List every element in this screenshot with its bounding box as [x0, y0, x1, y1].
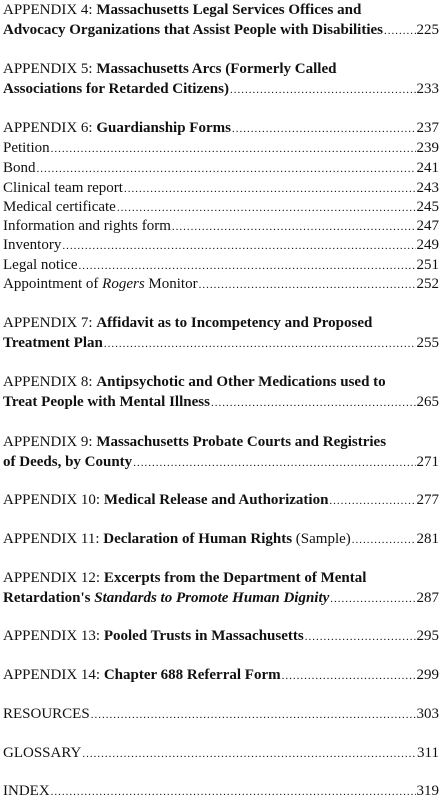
dot-leader	[199, 275, 416, 295]
toc-subentry-appointment-of-rogers-monitor	[3, 274, 439, 294]
appendix-number: APPENDIX 4:	[3, 2, 97, 18]
subentry-title: Appointment of Rogers Monitor	[3, 276, 198, 292]
dot-leader	[352, 530, 416, 550]
entry-title: Antipsychotic and Other Medications used to	[96, 374, 386, 390]
page-number: 239	[416, 140, 439, 156]
toc-entry-appendix-10	[3, 490, 439, 510]
entry-title: RESOURCES	[3, 706, 90, 722]
appendix-number: APPENDIX 13:	[3, 628, 104, 644]
page-number: 319	[416, 783, 439, 799]
subentry-title: Petition	[3, 140, 50, 156]
dot-leader	[232, 119, 416, 139]
page-number: 252	[416, 276, 439, 292]
appendix-number: APPENDIX 6:	[3, 120, 97, 136]
dot-leader	[51, 782, 416, 802]
entry-title-continued: Treat People with Mental Illness	[3, 394, 210, 410]
toc-entry-appendix-7	[3, 313, 439, 353]
page-number: 271	[416, 454, 439, 470]
appendix-number: APPENDIX 12:	[3, 570, 104, 586]
dot-leader	[282, 666, 416, 686]
page-number: 277	[416, 492, 439, 508]
page-number: 303	[416, 706, 439, 722]
toc-subentry-bond	[3, 158, 439, 178]
page-number: 299	[416, 667, 439, 683]
page-number: 245	[416, 199, 439, 215]
toc-subentry-medical-certificate	[3, 197, 439, 217]
subentry-title: Inventory	[3, 237, 62, 253]
toc-entry-resources	[3, 704, 439, 724]
toc-subentry-clinical-team-report	[3, 178, 439, 198]
page-number: 243	[416, 180, 439, 196]
appendix-number: APPENDIX 5:	[3, 61, 97, 77]
dot-leader	[79, 256, 416, 276]
toc-entry-appendix-9	[3, 432, 439, 472]
entry-title-continued: Retardation's Standards to Promote Human Dignity	[3, 590, 330, 606]
dot-leader	[37, 159, 416, 179]
appendix-number: APPENDIX 10:	[3, 492, 104, 508]
page-number: 311	[417, 745, 439, 761]
entry-title: GLOSSARY	[3, 745, 82, 761]
page-number: 225	[416, 22, 439, 38]
toc-entry-appendix-12	[3, 568, 439, 608]
dot-leader	[117, 198, 416, 218]
entry-title: Medical Release and Authorization	[103, 492, 329, 508]
entry-title-continued: Treatment Plan	[3, 335, 103, 351]
entry-title: Massachusetts Arcs (Formerly Called	[96, 61, 337, 77]
page-number: 233	[416, 81, 439, 97]
dot-leader	[211, 393, 416, 413]
entry-title: Massachusetts Legal Services Offices and	[96, 2, 362, 18]
toc-entry-index	[3, 781, 439, 801]
dot-leader	[91, 705, 416, 725]
dot-leader	[124, 179, 416, 199]
entry-title-suffix: (Sample)	[292, 531, 351, 547]
page-number: 265	[416, 394, 439, 410]
appendix-number: APPENDIX 8:	[3, 374, 97, 390]
subentry-title: Information and rights form	[3, 218, 171, 234]
page-number: 281	[416, 531, 439, 547]
page-number: 251	[416, 257, 439, 273]
toc-entry-appendix-13	[3, 626, 439, 646]
dot-leader	[329, 491, 415, 511]
entry-title: Massachusetts Probate Courts and Registries	[96, 434, 387, 450]
subentry-title: Legal notice	[3, 257, 78, 273]
toc-entry-appendix-5	[3, 59, 439, 99]
dot-leader	[330, 589, 415, 609]
entry-title: Chapter 688 Referral Form	[103, 667, 281, 683]
dot-leader	[104, 334, 416, 354]
entry-title: Declaration of Human Rights	[103, 531, 293, 547]
dot-leader	[62, 236, 415, 256]
toc-subentry-information-and-rights-form	[3, 216, 439, 236]
entry-title: Excerpts from the Department of Mental	[103, 570, 367, 586]
page-number: 249	[416, 237, 439, 253]
toc-subentry-petition	[3, 138, 439, 158]
toc-entry-appendix-4	[3, 0, 439, 40]
page-number: 255	[416, 335, 439, 351]
entry-title-continued: Associations for Retarded Citizens)	[3, 81, 229, 97]
dot-leader	[82, 744, 416, 764]
page-number: 241	[416, 160, 439, 176]
appendix-number: APPENDIX 7:	[3, 315, 97, 331]
toc-entry-appendix-11	[3, 529, 439, 549]
toc-subentry-inventory	[3, 235, 439, 255]
subentry-title: Medical certificate	[3, 199, 116, 215]
dot-leader	[51, 139, 416, 159]
entry-title: INDEX	[3, 783, 50, 799]
page-number: 295	[416, 628, 439, 644]
appendix-number: APPENDIX 14:	[3, 667, 104, 683]
dot-leader	[172, 217, 416, 237]
entry-title: Affidavit as to Incompetency and Proposed	[96, 315, 373, 331]
entry-title-continued: Advocacy Organizations that Assist People with Disabilities	[3, 22, 384, 38]
dot-leader	[230, 80, 416, 100]
page-number: 287	[416, 590, 439, 606]
dot-leader	[133, 453, 415, 473]
page-number: 247	[416, 218, 439, 234]
entry-title-continued: of Deeds, by County	[3, 454, 133, 470]
dot-leader	[384, 21, 415, 41]
entry-title: Pooled Trusts in Massachusetts	[103, 628, 304, 644]
toc-entry-appendix-8	[3, 372, 439, 412]
toc-entry-glossary	[3, 743, 439, 763]
appendix-number: APPENDIX 9:	[3, 434, 97, 450]
dot-leader	[305, 627, 416, 647]
toc-subentry-legal-notice	[3, 255, 439, 275]
subentry-title: Clinical team report	[3, 180, 123, 196]
page-number: 237	[416, 120, 439, 136]
appendix-number: APPENDIX 11:	[3, 531, 104, 547]
entry-title: Guardianship Forms	[96, 120, 231, 136]
subentry-title: Bond	[3, 160, 36, 176]
toc-entry-appendix-14	[3, 665, 439, 685]
toc-entry-appendix-6	[3, 118, 439, 138]
